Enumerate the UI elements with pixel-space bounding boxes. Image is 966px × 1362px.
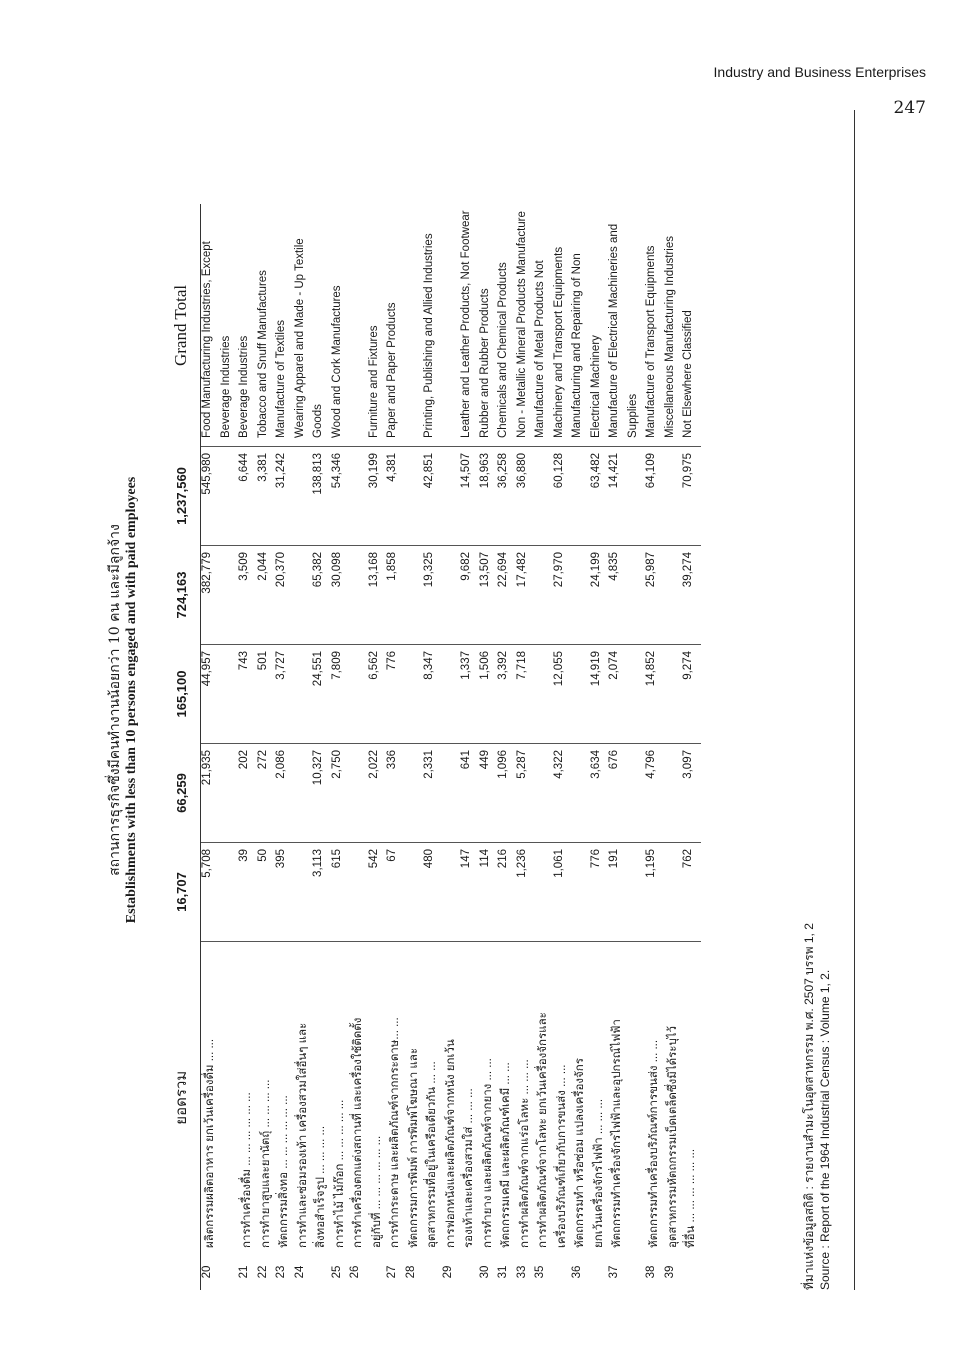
row-code — [590, 1254, 609, 1290]
value-cell: 480 — [423, 843, 442, 942]
table-row — [497, 204, 516, 1290]
value-cell: 2,074 — [608, 645, 627, 744]
value-cell: 12,055 — [553, 645, 572, 744]
value-cell — [664, 447, 683, 546]
value-cell — [220, 546, 239, 645]
row-label-thai: การทำและซ่อมรองเท้า เครื่องสวมใส่อื่นๆ และ — [296, 1022, 309, 1248]
value-cell: 13,507 — [479, 546, 498, 645]
value-cell: 42,851 — [423, 447, 442, 546]
table-row — [294, 204, 313, 1290]
value-cell — [442, 447, 461, 546]
value-cell: 676 — [608, 744, 627, 843]
row-label-thai: หัตถกรรมสิ่งทอ ... ... ... ... ... ... — [278, 1095, 290, 1248]
row-label-thai: การทำยาสูบและยานัตถุ์ ... ... ... ... — [259, 1079, 272, 1248]
value-cell: 6,644 — [238, 447, 257, 546]
row-label-english: Leather and Leather Products, Not Footwear — [460, 204, 479, 446]
value-cell — [220, 843, 239, 942]
table-title-thai: สถานการธุรกิจซึ่งมีคนทำงานน้อยกว่า 10 คน และมีลูกจ้าง — [107, 524, 123, 876]
row-code — [220, 1254, 239, 1290]
value-cell: 31,242 — [275, 447, 294, 546]
rotated-table-block — [98, 110, 858, 1290]
value-cell: 202 — [238, 744, 257, 843]
row-label-english: Food Manufacturing Industries, Except — [201, 204, 220, 446]
row-label-thai: หัตถกรรมทำเครื่องบริภัณฑ์การขนส่ง ... ... — [648, 1039, 660, 1248]
row-label-thai: การทำเครื่องดื่ม ... ... ... ... ... ... — [241, 1092, 253, 1248]
value-cell: 30,199 — [368, 447, 387, 546]
value-cell: 191 — [608, 843, 627, 942]
row-label-english: Not Elsewhere Classified — [682, 204, 701, 446]
row-code: 24 — [293, 1265, 306, 1279]
value-cell: 3,634 — [590, 744, 609, 843]
table-row — [627, 204, 646, 1290]
value-cell: 4,381 — [386, 447, 405, 546]
total-label-thai: ยอดรวม — [162, 942, 201, 1255]
value-cell: 30,098 — [331, 546, 350, 645]
value-cell — [349, 843, 368, 942]
value-cell — [442, 843, 461, 942]
source-thai: ที่มาแห่งข้อมูลสถิติ : รายงานสำมะโนอุตสาหกรรม พ.ศ. 2507 บรรพ 1, 2 — [802, 923, 816, 1290]
row-label-thai: การทำไม้ ไม้ก๊อก ... ... ... ... ... — [333, 1099, 346, 1248]
value-cell — [405, 843, 424, 942]
value-cell — [442, 744, 461, 843]
value-cell: 114 — [479, 843, 498, 942]
value-cell: 1,061 — [553, 843, 572, 942]
value-cell: 7,809 — [331, 645, 350, 744]
value-cell: 24,551 — [312, 645, 331, 744]
row-label-thai: อุตสาหกรรมที่อยู่ในเครือเดียวกัน ... ... — [426, 1061, 438, 1248]
value-cell: 3,381 — [257, 447, 276, 546]
row-label-thai: ยกเว้นเครื่องจักรไฟฟ้า ... ... ... — [592, 1098, 605, 1248]
value-cell — [405, 744, 424, 843]
code-header — [162, 1254, 201, 1290]
value-cell: 2,044 — [257, 546, 276, 645]
row-code: 35 — [534, 1265, 546, 1279]
value-cell: 3,509 — [238, 546, 257, 645]
row-label-english: Manufacturing and Repairing of Non — [571, 204, 590, 446]
row-label-thai: อยู่กับที่ ... ... ... ... ... ... — [370, 1135, 383, 1248]
row-label-thai: รองเท้าและเครื่องสวมใส่ ... ... ... — [463, 1088, 475, 1248]
value-cell: 67 — [386, 843, 405, 942]
row-label-english: Manufacture of Textiles — [275, 204, 294, 446]
value-cell: 10,327 — [312, 744, 331, 843]
row-label-thai: การทำเครื่องตกแต่งสถานที่ และเครื่องใช้ติดตั้ง — [352, 1017, 364, 1248]
value-cell: 776 — [386, 645, 405, 744]
value-cell — [627, 546, 646, 645]
table-row — [312, 204, 331, 1290]
row-label-thai: การทำผลิตภัณฑ์จากแร่อโลหะ ... ... ... — [518, 1059, 531, 1248]
row-label-thai: เครื่องบริภัณฑ์เกี่ยวกับการขนส่ง ... ... — [555, 1064, 568, 1248]
table-row — [534, 204, 553, 1290]
table-body — [201, 204, 701, 1290]
table-row — [386, 204, 405, 1290]
row-label-english: Tobacco and Snuff Manufactures — [257, 204, 276, 446]
row-label-thai — [220, 942, 239, 1255]
value-cell — [349, 447, 368, 546]
row-label-english: Beverage Industries — [220, 204, 239, 446]
value-cell — [534, 546, 553, 645]
value-cell — [349, 744, 368, 843]
value-cell — [534, 447, 553, 546]
value-cell: 63,482 — [590, 447, 609, 546]
value-cell — [627, 447, 646, 546]
total-cell: 165,100 — [162, 645, 201, 744]
value-cell: 138,813 — [312, 447, 331, 546]
value-cell — [220, 447, 239, 546]
value-cell: 1,195 — [645, 843, 664, 942]
value-cell — [627, 744, 646, 843]
value-cell: 336 — [386, 744, 405, 843]
row-code — [682, 1254, 701, 1290]
row-label-english: Non - Metallic Mineral Products Manufacture — [516, 204, 535, 446]
value-cell: 21,935 — [201, 744, 220, 843]
table-row — [257, 204, 276, 1290]
row-code: 23 — [275, 1265, 287, 1279]
row-code — [460, 1254, 479, 1290]
value-cell — [534, 843, 553, 942]
value-cell: 501 — [257, 645, 276, 744]
row-label-english: Wearing Apparel and Made - Up Textile — [294, 204, 313, 446]
value-cell: 14,421 — [608, 447, 627, 546]
row-label-english: Printing, Publishing and Allied Industries — [423, 204, 442, 446]
value-cell: 762 — [682, 843, 701, 942]
value-cell: 216 — [497, 843, 516, 942]
value-cell: 60,128 — [553, 447, 572, 546]
row-label-english — [405, 204, 424, 446]
table-row — [645, 204, 664, 1290]
value-cell: 5,287 — [516, 744, 535, 843]
value-cell: 39 — [238, 843, 257, 942]
value-cell: 44,957 — [201, 645, 220, 744]
value-cell: 17,482 — [516, 546, 535, 645]
value-cell: 4,322 — [553, 744, 572, 843]
value-cell: 4,835 — [608, 546, 627, 645]
value-cell — [571, 843, 590, 942]
row-label-english: Paper and Paper Products — [386, 204, 405, 446]
source-english: Source : Report of the 1964 Industrial Census : Volume 1, 2. — [818, 969, 832, 1290]
value-cell — [349, 645, 368, 744]
value-cell — [664, 546, 683, 645]
value-cell: 776 — [590, 843, 609, 942]
table-row — [608, 204, 627, 1290]
value-cell — [664, 744, 683, 843]
row-label-thai: หัตถกรรมการพิมพ์ การพิมพ์โฆษณา และ — [407, 1047, 420, 1248]
value-cell: 545,980 — [201, 447, 220, 546]
total-row — [162, 204, 201, 1290]
row-label-english: Supplies — [627, 204, 646, 446]
establishments-table — [162, 204, 701, 1290]
table-row — [682, 204, 701, 1290]
value-cell: 14,852 — [645, 645, 664, 744]
row-code: 36 — [571, 1265, 583, 1279]
value-cell: 542 — [368, 843, 387, 942]
value-cell — [294, 645, 313, 744]
row-code: 20 — [201, 1265, 213, 1279]
row-code: 33 — [515, 1265, 528, 1279]
value-cell: 1,858 — [386, 546, 405, 645]
value-cell: 39,274 — [682, 546, 701, 645]
value-cell: 7,718 — [516, 645, 535, 744]
row-code: 29 — [441, 1265, 454, 1279]
row-label-english: Machinery and Transport Equipments — [553, 204, 572, 446]
row-label-english: Manufacture of Electrical Machineries and — [608, 204, 627, 446]
row-label-english: Manufacture of Metal Products Not — [534, 204, 553, 446]
value-cell: 2,022 — [368, 744, 387, 843]
value-cell — [442, 645, 461, 744]
row-code — [627, 1254, 646, 1290]
row-code: 31 — [497, 1265, 509, 1279]
value-cell: 14,919 — [590, 645, 609, 744]
table-row — [423, 204, 442, 1290]
value-cell — [294, 843, 313, 942]
row-code: 26 — [349, 1265, 361, 1279]
row-label-english: Beverage Industries — [238, 204, 257, 446]
value-cell: 19,325 — [423, 546, 442, 645]
table-row — [331, 204, 350, 1290]
value-cell — [405, 447, 424, 546]
value-cell — [571, 546, 590, 645]
row-label-english — [442, 204, 461, 446]
value-cell — [627, 645, 646, 744]
value-cell: 3,113 — [312, 843, 331, 942]
value-cell — [220, 744, 239, 843]
value-cell — [442, 546, 461, 645]
value-cell: 1,096 — [497, 744, 516, 843]
value-cell: 449 — [479, 744, 498, 843]
value-cell — [294, 744, 313, 843]
value-cell: 27,970 — [553, 546, 572, 645]
table-row — [405, 204, 424, 1290]
table-row — [275, 204, 294, 1290]
row-label-thai: การทำยาง และผลิตภัณฑ์จากยาง ... ... — [481, 1058, 494, 1248]
value-cell — [294, 546, 313, 645]
table-title-english: Establishments with less than 10 persons engaged and with paid employees — [124, 476, 139, 924]
value-cell: 64,109 — [645, 447, 664, 546]
value-cell: 25,987 — [645, 546, 664, 645]
row-code — [368, 1254, 387, 1290]
value-cell: 641 — [460, 744, 479, 843]
table-row — [238, 204, 257, 1290]
row-code: 38 — [645, 1265, 657, 1279]
row-label-english — [349, 204, 368, 446]
row-label-thai: หัตถกรรมทำ หรือซ่อม แปลงเครื่องจักร — [574, 1058, 586, 1248]
row-label-english: Manufacture of Transport Equipments — [645, 204, 664, 446]
total-cell: 16,707 — [162, 843, 201, 942]
table-row — [220, 204, 239, 1290]
row-code — [312, 1254, 331, 1290]
value-cell — [534, 645, 553, 744]
row-label-thai: การทำผลิตภัณฑ์จากโลหะ ยกเว้นเครื่องจักรและ — [537, 1012, 549, 1248]
value-cell: 382,779 — [201, 546, 220, 645]
value-cell — [405, 546, 424, 645]
table-row — [201, 204, 220, 1290]
value-cell: 36,880 — [516, 447, 535, 546]
row-label-english: Furniture and Fixtures — [368, 204, 387, 446]
table-row — [553, 204, 572, 1290]
row-code: 22 — [256, 1265, 269, 1279]
value-cell: 3,727 — [275, 645, 294, 744]
total-cell: 724,163 — [162, 546, 201, 645]
value-cell — [349, 546, 368, 645]
value-cell: 2,750 — [331, 744, 350, 843]
total-label-english: Grand Total — [162, 204, 201, 446]
table-row — [516, 204, 535, 1290]
row-label-english: Rubber and Rubber Products — [479, 204, 498, 446]
value-cell: 615 — [331, 843, 350, 942]
row-code: 39 — [663, 1265, 676, 1279]
table-row — [460, 204, 479, 1290]
value-cell: 24,199 — [590, 546, 609, 645]
value-cell: 1,236 — [516, 843, 535, 942]
value-cell: 13,168 — [368, 546, 387, 645]
value-cell — [664, 843, 683, 942]
row-label-thai: การทำกระดาษ และผลิตภัณฑ์จากกระดาษ... ... — [389, 1017, 401, 1248]
row-label-thai: ที่อื่น ... ... ... ... ... ... — [685, 1148, 697, 1248]
row-code: 25 — [330, 1265, 343, 1279]
value-cell: 9,274 — [682, 645, 701, 744]
table-row — [349, 204, 368, 1290]
value-cell — [571, 645, 590, 744]
row-label-english: Chemicals and Chemical Products — [497, 204, 516, 446]
row-label-english: Electrical Machinery — [590, 204, 609, 446]
value-cell — [664, 645, 683, 744]
row-label-thai: หัตถกรรมเคมี และผลิตภัณฑ์เคมี ... ... — [500, 1062, 512, 1248]
table-row — [664, 204, 683, 1290]
value-cell: 2,086 — [275, 744, 294, 843]
row-code: 28 — [404, 1265, 417, 1279]
row-label-english: Wood and Cork Manufactures — [331, 204, 350, 446]
row-label-thai: หัตถกรรมทำเครื่องจักรไฟฟ้าและอุปกรณ์ไฟฟ้า — [611, 1019, 623, 1248]
section-title: Industry and Business Enterprises — [713, 64, 926, 80]
total-cell: 1,237,560 — [162, 447, 201, 546]
row-code — [553, 1254, 572, 1290]
value-cell: 18,963 — [479, 447, 498, 546]
value-cell: 14,507 — [460, 447, 479, 546]
source-note — [800, 923, 836, 1290]
value-cell — [220, 645, 239, 744]
row-label-thai: ผลิตกรรมผลิตอาหาร ยกเว้นเครื่องดื่ม ... ... — [204, 1038, 216, 1248]
value-cell: 3,097 — [682, 744, 701, 843]
table-row — [479, 204, 498, 1290]
value-cell: 65,382 — [312, 546, 331, 645]
value-cell: 70,975 — [682, 447, 701, 546]
table-row — [442, 204, 461, 1290]
value-cell: 9,682 — [460, 546, 479, 645]
value-cell: 50 — [257, 843, 276, 942]
value-cell — [534, 744, 553, 843]
value-cell: 54,346 — [331, 447, 350, 546]
value-cell — [294, 447, 313, 546]
table-row — [368, 204, 387, 1290]
value-cell: 1,506 — [479, 645, 498, 744]
value-cell: 36,258 — [497, 447, 516, 546]
table-row — [571, 204, 590, 1290]
value-cell — [571, 447, 590, 546]
row-label-thai: อุตสาหกรรมหัตถกรรมเบ็ดเตล็ดซึ่งมิได้ระบุไว้ — [666, 1026, 679, 1248]
row-label-english: Miscellaneous Manufacturing Industries — [664, 204, 683, 446]
value-cell: 22,694 — [497, 546, 516, 645]
value-cell: 272 — [257, 744, 276, 843]
row-label-thai: การฟอกหนังและผลิตภัณฑ์จากหนัง ยกเว้น — [444, 1039, 457, 1248]
value-cell: 147 — [460, 843, 479, 942]
table-row — [590, 204, 609, 1290]
value-cell: 395 — [275, 843, 294, 942]
row-label-english: Goods — [312, 204, 331, 446]
value-cell — [571, 744, 590, 843]
value-cell: 6,562 — [368, 645, 387, 744]
row-code: 27 — [386, 1265, 398, 1279]
total-cell: 66,259 — [162, 744, 201, 843]
value-cell: 5,708 — [201, 843, 220, 942]
row-code — [423, 1254, 442, 1290]
value-cell: 20,370 — [275, 546, 294, 645]
value-cell: 4,796 — [645, 744, 664, 843]
value-cell — [405, 645, 424, 744]
page-number: 247 — [893, 98, 926, 118]
bottom-rule — [854, 110, 855, 1290]
value-cell: 3,392 — [497, 645, 516, 744]
value-cell: 8,347 — [423, 645, 442, 744]
value-cell: 2,331 — [423, 744, 442, 843]
row-label-thai — [627, 942, 646, 1255]
row-code: 37 — [608, 1265, 620, 1279]
value-cell: 743 — [238, 645, 257, 744]
value-cell: 1,337 — [460, 645, 479, 744]
row-label-thai: สิ่งทอสำเร็จรูป ... ... ... ... — [315, 1125, 327, 1248]
value-cell — [627, 843, 646, 942]
row-code: 21 — [238, 1265, 250, 1279]
row-code: 30 — [478, 1265, 491, 1279]
